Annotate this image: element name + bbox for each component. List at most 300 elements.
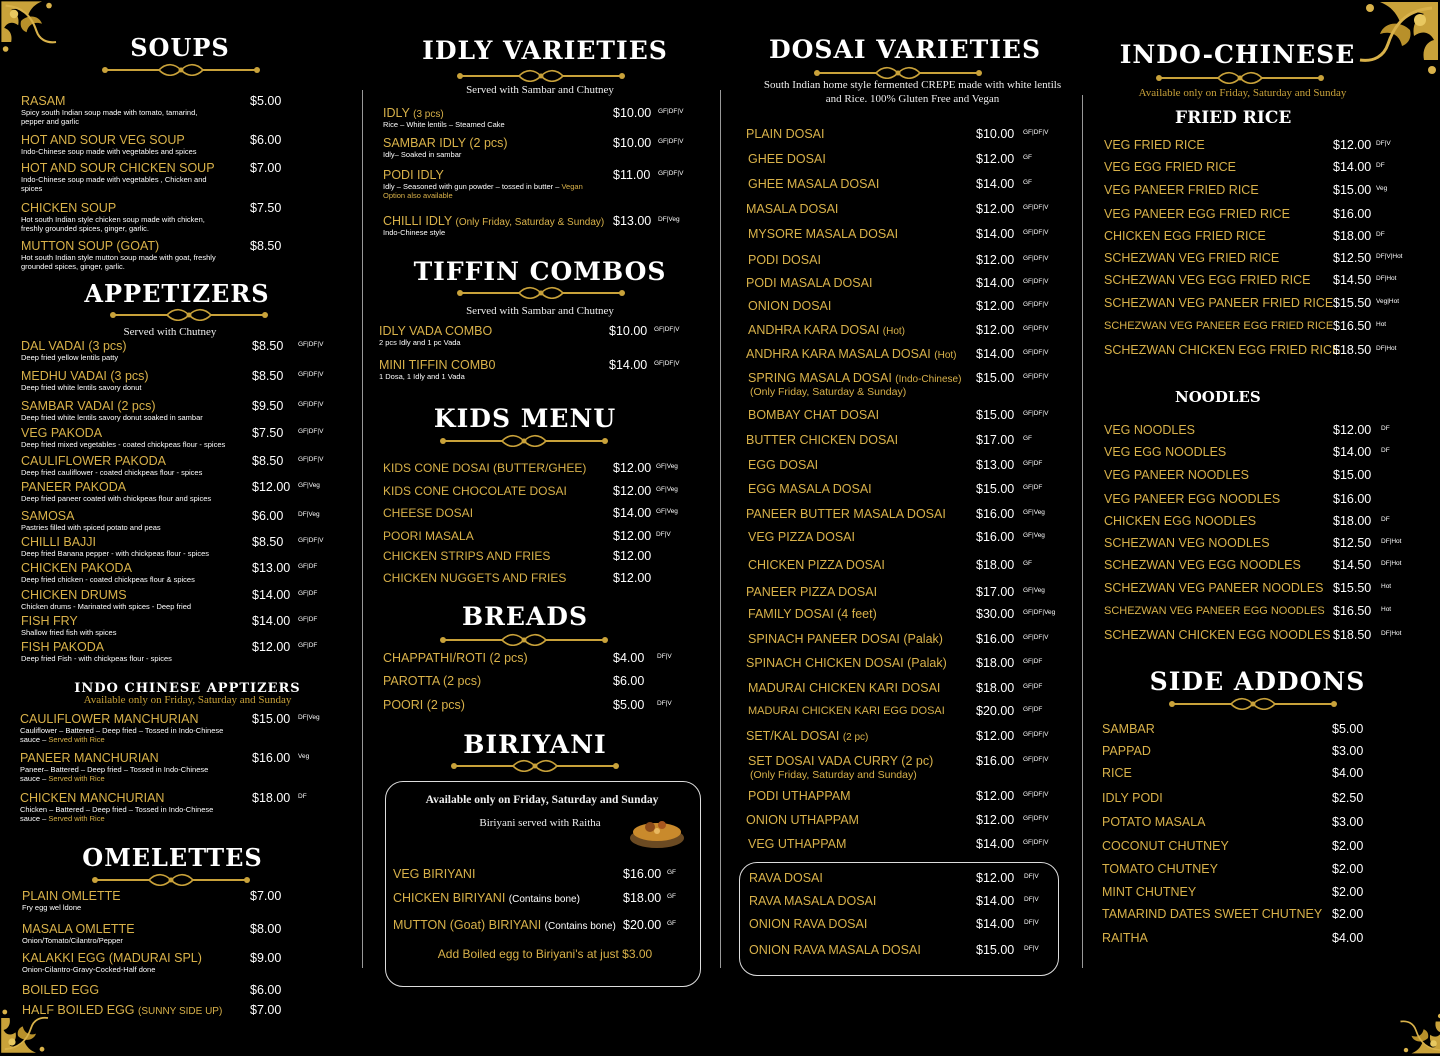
- menu-item-name: [748, 323, 905, 339]
- item-name-text: VEG FRIED RICE: [1104, 138, 1205, 152]
- item-price: $6.00: [252, 509, 284, 523]
- item-price: $14.00: [976, 177, 1015, 191]
- diet-tag: DF: [1381, 516, 1390, 523]
- menu-item-name: [1102, 931, 1148, 945]
- diet-tag: DF|Veg: [298, 511, 320, 518]
- item-name-text: TAMARIND DATES SWEET CHUTNEY: [1102, 907, 1323, 921]
- item-description: [379, 338, 579, 347]
- diet-tag: Hot: [1381, 606, 1392, 613]
- item-description-text: Deep fried paneer coated with chickpeas flour and spices: [21, 494, 212, 503]
- item-name-text: VEG PANEER FRIED RICE: [1104, 183, 1259, 197]
- item-description-text: Deep fried cauliflower - coated chickpeas flour - spices: [21, 468, 203, 477]
- menu-item-name: [1104, 628, 1331, 642]
- item-name-text: HOT AND SOUR VEG SOUP: [21, 133, 185, 147]
- menu-item-name: [1104, 183, 1259, 197]
- menu-item-name: [21, 133, 185, 147]
- item-name-text: VEG UTHAPPAM: [748, 837, 847, 851]
- item-name-text: CHICKEN EGG NOODLES: [1104, 514, 1257, 528]
- diet-tag: GF|DF: [298, 590, 318, 597]
- item-description-text: Hot south Indian style chicken soup made with chicken, freshly grounded spices, ginger, garlic.: [21, 215, 205, 233]
- biriyani-availability: Available only on Friday, Saturday and Sunday: [425, 794, 659, 806]
- menu-item-name: [383, 674, 481, 688]
- item-price: $10.00: [613, 136, 652, 150]
- item-name-text: SAMBAR VADAI (2 pcs): [21, 399, 156, 413]
- menu-item-name: [393, 891, 580, 907]
- item-price: $12.00: [613, 549, 652, 563]
- diet-tag: DF: [1381, 425, 1390, 432]
- item-name-text: SPINACH CHICKEN DOSAI (Palak): [746, 656, 947, 670]
- item-price: $16.50: [1333, 604, 1372, 618]
- gold-floral-corner-icon: [0, 0, 63, 63]
- item-name-text: EGG MASALA DOSAI: [748, 482, 872, 496]
- menu-item-name: [383, 571, 566, 585]
- menu-item-name: [748, 458, 818, 472]
- item-name-text: SCHEZWAN VEG PANEER EGG NOODLES: [1104, 605, 1325, 617]
- menu-item-name: [1104, 468, 1249, 482]
- item-description: [21, 147, 221, 156]
- item-price: $18.50: [1333, 343, 1372, 357]
- item-note: Served with Rice: [48, 735, 105, 744]
- item-name-text: VEG NOODLES: [1104, 423, 1195, 437]
- menu-item-name: [1104, 343, 1340, 357]
- item-description-text: Deep fried yellow lentils patty: [21, 353, 119, 362]
- menu-item-name: [1104, 536, 1270, 550]
- item-price: $12.00: [976, 253, 1015, 267]
- item-note: Vegan Option also available: [383, 182, 583, 200]
- item-description-text: Deep fried mixed vegetables - coated chickpeas flour - spices: [21, 440, 226, 449]
- item-price: $14.00: [976, 837, 1015, 851]
- item-name-text: BOMBAY CHAT DOSAI: [748, 408, 880, 422]
- item-price: $16.00: [1333, 207, 1372, 221]
- menu-item-name: [21, 161, 215, 175]
- item-name-note: (3 pcs): [413, 109, 444, 120]
- item-name-text: VEG PANEER EGG NOODLES: [1104, 492, 1281, 506]
- item-availability-note: (Only Friday, Saturday and Sunday): [750, 769, 917, 781]
- section-title-indo-appetizers: INDO CHINESE APPTIZERS: [74, 681, 301, 696]
- section-title-breads: BREADS: [461, 602, 589, 631]
- item-name-text: SPRING MASALA DOSAI: [748, 371, 892, 385]
- item-description-text: Spicy south Indian soup made with tomato, tamarind, pepper and garlic: [21, 108, 198, 126]
- item-price: $14.00: [252, 614, 291, 628]
- item-description: [21, 654, 251, 663]
- diet-tag: GF|DF|V: [1023, 325, 1049, 332]
- menu-item-name: [1104, 296, 1333, 310]
- diet-tag: GF|DF|V: [658, 108, 684, 115]
- item-name-text: KIDS CONE DOSAI (BUTTER/GHEE): [383, 461, 587, 475]
- item-name-text: MASALA DOSAI: [746, 202, 839, 216]
- diet-tag: Veg: [298, 753, 310, 760]
- item-price: $14.50: [1333, 273, 1372, 287]
- diet-tag: GF|DF|V: [298, 341, 324, 348]
- item-name-text: FISH PAKODA: [21, 640, 105, 654]
- menu-item-name: [748, 754, 933, 768]
- item-price: $12.00: [976, 202, 1015, 216]
- diet-tag: DF: [1376, 231, 1385, 238]
- diet-tag: GF|Veg: [1023, 532, 1045, 539]
- item-price: $6.00: [250, 983, 282, 997]
- item-name-note: (Hot): [934, 350, 957, 361]
- item-price: $17.00: [976, 433, 1015, 447]
- item-price: $12.00: [976, 729, 1015, 743]
- column-divider: [720, 90, 721, 968]
- item-price: $13.00: [252, 561, 291, 575]
- gold-flourish-divider-icon: [456, 68, 626, 82]
- menu-item-name: [1104, 319, 1333, 333]
- diet-tag: GF: [667, 920, 677, 927]
- item-name-note: (Only Friday, Saturday & Sunday): [455, 217, 605, 228]
- item-note: Served with Rice: [48, 774, 105, 783]
- item-name-text: CHICKEN PAKODA: [21, 561, 132, 575]
- diet-tag: GF|Veg: [656, 463, 678, 470]
- item-price: $10.00: [976, 127, 1015, 141]
- diet-tag: Hot: [1381, 583, 1392, 590]
- section-title-omelettes: OMELETTES: [82, 843, 263, 872]
- menu-item-name: [21, 454, 166, 468]
- diet-tag: DF|Hot: [1381, 560, 1402, 567]
- item-description: [21, 523, 251, 532]
- item-price: $8.50: [252, 535, 284, 549]
- item-name-note: (Hot): [882, 326, 906, 337]
- item-price: $10.00: [609, 324, 648, 338]
- item-name-text: VEG PANEER EGG FRIED RICE: [1104, 207, 1290, 221]
- item-price: $14.00: [976, 894, 1015, 908]
- item-description-text: 1 Dosa, 1 Idly and 1 Vada: [379, 372, 465, 381]
- menu-item-name: [748, 632, 943, 646]
- item-price: $15.50: [1333, 296, 1372, 310]
- item-description: [21, 253, 221, 271]
- menu-item-name: [21, 369, 149, 383]
- item-description: [20, 765, 225, 783]
- item-name-text: CHICKEN MANCHURIAN: [20, 791, 165, 805]
- menu-item-name: [1102, 722, 1155, 736]
- menu-item-name: [1104, 581, 1323, 595]
- diet-tag: DF|V: [657, 700, 672, 707]
- menu-item-name: [746, 347, 957, 363]
- item-name-text: CHICKEN EGG FRIED RICE: [1104, 229, 1266, 243]
- menu-item-name: [1102, 744, 1151, 758]
- item-price: $14.00: [252, 588, 291, 602]
- section-title-appetizers: APPETIZERS: [84, 279, 270, 308]
- section-title-indo-chinese: INDO-CHINESE: [1119, 40, 1356, 69]
- item-name-text: SCHEZWAN VEG PANEER FRIED RICE: [1104, 296, 1334, 310]
- item-name-text: GHEE DOSAI: [748, 152, 826, 166]
- item-price: $4.00: [613, 651, 645, 665]
- item-price: $16.00: [623, 867, 662, 881]
- diet-tag: GF|DF|V: [1023, 255, 1049, 262]
- menu-item-name: [1104, 251, 1279, 265]
- item-name-text: GHEE MASALA DOSAI: [748, 177, 880, 191]
- item-availability-note: (Only Friday, Saturday & Sunday): [750, 386, 907, 398]
- item-price: $5.00: [250, 94, 282, 108]
- item-name-text: MUTTON SOUP (GOAT): [21, 239, 160, 253]
- item-name-text: CHICKEN PIZZA DOSAI: [748, 558, 885, 572]
- item-name-text: SAMBAR: [1102, 722, 1155, 736]
- item-name-text: SCHEZWAN VEG NOODLES: [1104, 536, 1270, 550]
- menu-item-name: [748, 177, 879, 191]
- menu-item-name: [1104, 207, 1290, 221]
- diet-tag: GF|DF|V: [1023, 815, 1049, 822]
- gold-floral-corner-icon: [1395, 1005, 1440, 1055]
- menu-item-name: [748, 227, 898, 241]
- diet-tag: GF|DF|V: [1023, 301, 1049, 308]
- item-name-text: PODI MASALA DOSAI: [746, 276, 873, 290]
- section-title-kids: KIDS MENU: [433, 404, 617, 433]
- item-name-text: PLAIN DOSAI: [746, 127, 825, 141]
- gold-flourish-divider-icon: [109, 307, 269, 321]
- item-name-text: ONION UTHAPPAM: [746, 813, 859, 827]
- diet-tag: DF|Veg: [658, 216, 680, 223]
- menu-item-name: [379, 324, 492, 338]
- item-name-text: CHILLI BAJJI: [21, 535, 97, 549]
- item-name-text: CHICKEN BIRIYANI: [393, 891, 506, 905]
- menu-item-name: [21, 480, 126, 494]
- menu-item-name: [383, 506, 473, 520]
- menu-item-name: [22, 983, 99, 997]
- item-price: $12.00: [1333, 423, 1372, 437]
- item-name-text: COCONUT CHUTNEY: [1102, 839, 1229, 853]
- diet-tag: GF: [1023, 560, 1033, 567]
- item-name-text: SET DOSAI VADA CURRY (2 pc): [748, 754, 934, 768]
- item-description-text: Cauliflower – Battered – Deep fried – Tossed in Indo-Chinese sauce –: [20, 726, 224, 744]
- item-name-text: FAMILY DOSAI (4 feet): [748, 607, 877, 621]
- item-name-text: SAMBAR IDLY (2 pcs): [383, 136, 508, 150]
- item-price: $18.00: [976, 681, 1015, 695]
- item-name-note: (2 pc): [842, 732, 869, 743]
- menu-item-name: [1102, 815, 1206, 829]
- menu-item-name: [1102, 839, 1229, 853]
- diet-tag: DF: [298, 793, 307, 800]
- diet-tag: GF|DF: [1023, 460, 1043, 467]
- menu-item-name: [748, 299, 831, 313]
- item-price: $14.00: [976, 347, 1015, 361]
- item-price: $15.00: [252, 712, 291, 726]
- item-description-text: Chicken drums - Marinated with spices - Deep fried: [21, 602, 192, 611]
- diet-tag: GF|DF: [298, 616, 318, 623]
- biriyani-served-with: Biriyani served with Raitha: [479, 817, 601, 829]
- menu-item-name: [383, 698, 465, 712]
- item-name-note: (SUNNY SIDE UP): [138, 1006, 223, 1017]
- diet-tag: DF|V|Hot: [1376, 253, 1403, 260]
- diet-tag: GF|DF: [298, 563, 318, 570]
- menu-item-name: [21, 201, 116, 215]
- item-price: $18.50: [1333, 628, 1372, 642]
- gold-flourish-divider-icon: [439, 433, 609, 447]
- item-price: $15.00: [976, 371, 1015, 385]
- menu-item-name: [749, 917, 867, 931]
- item-price: $8.50: [250, 239, 282, 253]
- menu-item-name: [1102, 885, 1196, 899]
- item-price: $12.00: [252, 640, 291, 654]
- diet-tag: GF|DF: [298, 642, 318, 649]
- diet-tag: GF|DF|V: [298, 537, 324, 544]
- item-description: [21, 549, 251, 558]
- item-price: $12.00: [976, 871, 1015, 885]
- item-price: $17.00: [976, 585, 1015, 599]
- item-price: $15.50: [1333, 581, 1372, 595]
- section-subtitle-tiffin: Served with Sambar and Chutney: [466, 305, 614, 317]
- item-name-text: IDLY: [383, 106, 410, 120]
- item-price: $12.00: [1333, 138, 1372, 152]
- item-price: $12.00: [613, 529, 652, 543]
- item-description-text: Indo-Chinese soup made with vegetables , Chicken and spices: [21, 175, 207, 193]
- menu-item-name: [21, 640, 104, 654]
- section-subtitle-appetizers: Served with Chutney: [123, 326, 217, 338]
- diet-tag: DF: [1376, 162, 1385, 169]
- diet-tag: Hot: [1376, 321, 1387, 328]
- diet-tag: DF|V: [656, 531, 671, 538]
- item-description-text: Idly– Soaked in sambar: [383, 150, 462, 159]
- item-description-text: Hot south Indian style mutton soup made with goat, freshly grounded spices, ginger, garlic.: [21, 253, 216, 271]
- menu-item-name: [1104, 229, 1266, 243]
- item-price: $12.00: [613, 571, 652, 585]
- item-description: [383, 120, 603, 129]
- item-price: $5.00: [613, 698, 645, 712]
- item-description: [22, 965, 222, 974]
- diet-tag: GF: [1023, 154, 1033, 161]
- diet-tag: GF|DF|V: [1023, 791, 1049, 798]
- item-name-text: SCHEZWAN VEG PANEER EGG FRIED RICE: [1104, 320, 1334, 332]
- diet-tag: GF|DF: [1023, 683, 1043, 690]
- item-name-text: PANEER PAKODA: [21, 480, 127, 494]
- item-description: [21, 108, 221, 126]
- gold-flourish-divider-icon: [91, 872, 251, 886]
- item-name-text: MYSORE MASALA DOSAI: [748, 227, 899, 241]
- item-name-text: IDLY PODI: [1102, 791, 1163, 805]
- menu-item-name: [22, 1003, 222, 1019]
- diet-tag: GF|DF|V: [1023, 756, 1049, 763]
- menu-item-name: [746, 729, 868, 745]
- item-price: $16.00: [976, 632, 1015, 646]
- menu-item-name: [748, 607, 877, 621]
- diet-tag: GF|DF|V: [658, 170, 684, 177]
- item-price: $4.00: [1332, 766, 1364, 780]
- menu-item-name: [749, 943, 921, 957]
- item-price: $16.00: [976, 507, 1015, 521]
- diet-tag: GF|DF|V: [298, 456, 324, 463]
- item-price: $10.00: [613, 106, 652, 120]
- item-name-note: (Contains bone): [508, 894, 580, 905]
- menu-item-name: [748, 681, 940, 695]
- menu-item-name: [1104, 514, 1256, 528]
- diet-tag: GF|DF|V: [1023, 229, 1049, 236]
- item-description-text: Onion/Tomato/Cilantro/Pepper: [22, 936, 123, 945]
- item-name-text: VEG EGG NOODLES: [1104, 445, 1227, 459]
- diet-tag: GF|DF|V: [1023, 839, 1049, 846]
- item-price: $12.00: [976, 813, 1015, 827]
- item-price: $6.00: [250, 133, 282, 147]
- menu-item-name: [1104, 138, 1205, 152]
- menu-item-name: [21, 94, 65, 108]
- menu-item-name: [746, 507, 946, 521]
- menu-item-name: [746, 127, 825, 141]
- menu-item-name: [20, 751, 159, 765]
- item-name-text: SCHEZWAN VEG FRIED RICE: [1104, 251, 1280, 265]
- menu-item-name: [746, 202, 838, 216]
- item-name-text: KIDS CONE CHOCOLATE DOSAI: [383, 484, 567, 498]
- item-price: $9.50: [252, 399, 284, 413]
- item-price: $14.00: [613, 506, 652, 520]
- item-price: $12.00: [976, 152, 1015, 166]
- diet-tag: Veg|Hot: [1376, 298, 1400, 305]
- menu-item-name: [21, 399, 156, 413]
- menu-item-name: [21, 239, 159, 253]
- item-name-text: SCHEZWAN VEG EGG NOODLES: [1104, 558, 1301, 572]
- diet-tag: DF|Hot: [1376, 275, 1397, 282]
- item-description-text: 2 pcs Idly and 1 pc Vada: [379, 338, 461, 347]
- item-price: $11.00: [613, 168, 651, 182]
- item-name-text: SCHEZWAN CHICKEN EGG NOODLES: [1104, 628, 1331, 642]
- item-price: $30.00: [976, 607, 1015, 621]
- item-name-text: CHICKEN DRUMS: [21, 588, 127, 602]
- section-title-side-addons: SIDE ADDONS: [1149, 667, 1366, 696]
- item-description-text: Deep fried Fish - with chickpeas flour - spices: [21, 654, 172, 663]
- item-name-text: CHICKEN SOUP: [21, 201, 117, 215]
- diet-tag: GF|DF|V: [298, 401, 324, 408]
- item-description: [383, 182, 603, 200]
- biriyani-bowl-icon: [628, 812, 686, 850]
- item-price: $12.50: [1333, 251, 1372, 265]
- item-name-text: MINI TIFFIN COMB0: [379, 358, 496, 372]
- item-price: $6.00: [613, 674, 645, 688]
- item-name-text: ONION RAVA DOSAI: [749, 917, 868, 931]
- diet-tag: GF|DF|V: [298, 428, 324, 435]
- item-price: $14.00: [976, 917, 1015, 931]
- item-name-note: (Indo-Chinese): [895, 374, 962, 385]
- item-price: $15.00: [1333, 468, 1372, 482]
- item-name-text: CAULIFLOWER PAKODA: [21, 454, 166, 468]
- item-price: $2.00: [1332, 907, 1364, 921]
- menu-item-name: [21, 535, 96, 549]
- menu-item-name: [1104, 273, 1311, 287]
- item-name-text: PAROTTA (2 pcs): [383, 674, 482, 688]
- menu-item-name: [749, 894, 876, 908]
- item-name-text: POORI (2 pcs): [383, 698, 465, 712]
- item-name-text: CAULIFLOWER MANCHURIAN: [20, 712, 199, 726]
- item-description-text: Deep fried chicken - coated chickpeas flour & spices: [21, 575, 195, 584]
- column-divider: [362, 90, 363, 968]
- menu-item-name: [383, 484, 567, 498]
- item-price: $12.00: [613, 461, 652, 475]
- menu-item-name: [1104, 445, 1226, 459]
- item-price: $7.00: [250, 1003, 282, 1017]
- menu-item-name: [21, 561, 132, 575]
- item-name-text: RICE: [1102, 766, 1132, 780]
- menu-item-name: [746, 276, 872, 290]
- item-name-text: PODI UTHAPPAM: [748, 789, 851, 803]
- item-price: $12.00: [976, 299, 1015, 313]
- item-description: [383, 228, 603, 237]
- menu-item-name: [383, 549, 550, 563]
- item-price: $7.50: [250, 201, 282, 215]
- item-name-text: VEG PAKODA: [21, 426, 103, 440]
- item-description-text: Idly – Seasoned with gun powder – tossed in butter –: [383, 182, 560, 191]
- item-name-text: ONION DOSAI: [748, 299, 832, 313]
- diet-tag: GF|DF|V: [1023, 634, 1049, 641]
- menu-item-name: [746, 656, 947, 670]
- item-price: $8.00: [250, 922, 282, 936]
- item-name-note: (Contains bone): [544, 921, 616, 932]
- menu-item-name: [393, 918, 616, 934]
- gold-flourish-divider-icon: [1168, 696, 1338, 710]
- item-name-text: ONION RAVA MASALA DOSAI: [749, 943, 921, 957]
- diet-tag: Veg: [1376, 185, 1388, 192]
- item-price: $20.00: [976, 704, 1015, 718]
- item-description-text: Deep fried white lentils savory donut soaked in sambar: [21, 413, 203, 422]
- item-name-text: RAVA DOSAI: [749, 871, 823, 885]
- menu-item-name: [21, 426, 102, 440]
- menu-item-name: [393, 867, 475, 881]
- item-name-text: PAPPAD: [1102, 744, 1151, 758]
